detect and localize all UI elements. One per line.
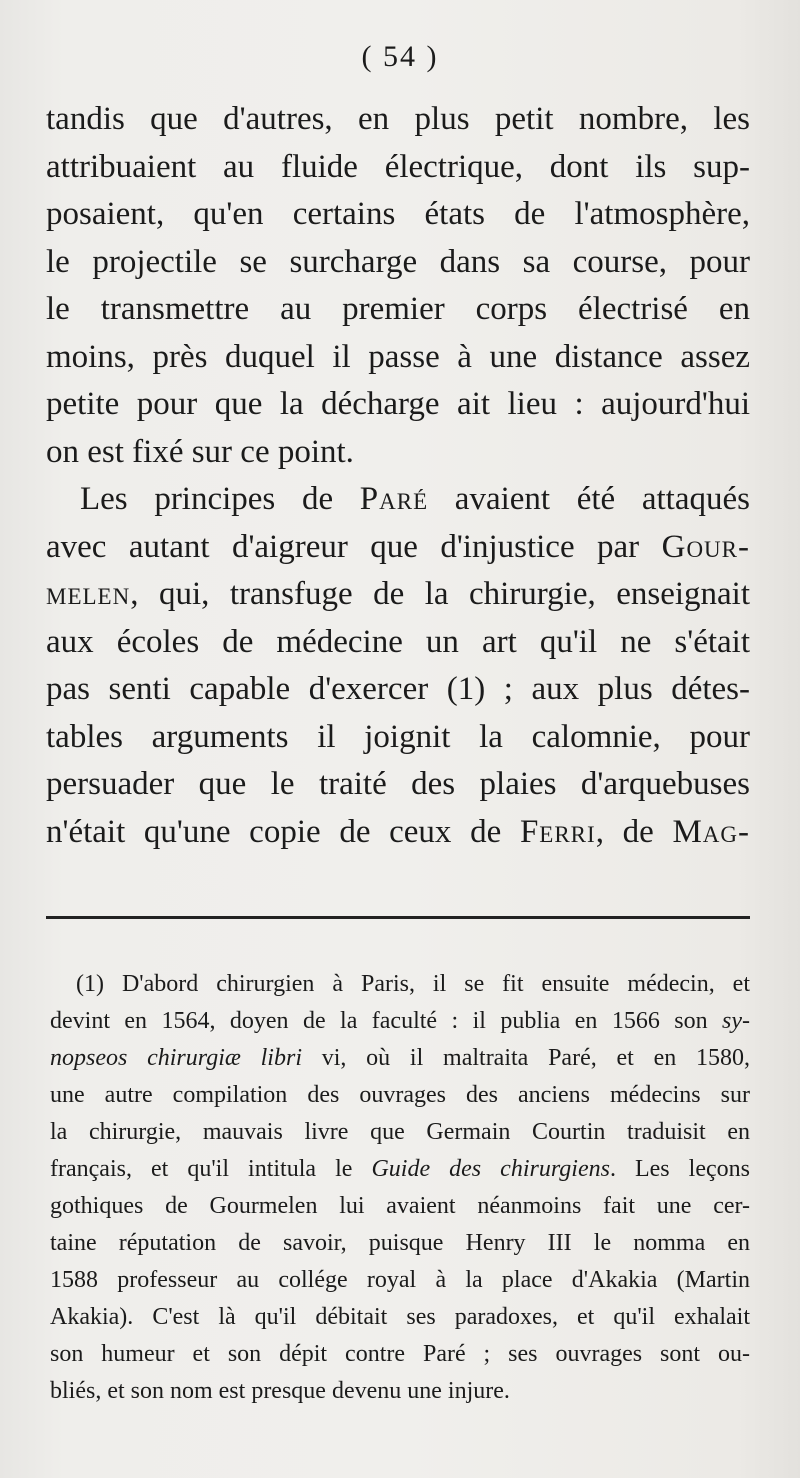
footnote-line: Akakia). C'est là qu'il débitait ses paradoxes, et qu'il exhalait [50, 1304, 750, 1330]
text-segment: avaient été attaqués [428, 481, 750, 517]
text-line: pas senti capable d'exercer (1) ; aux plus détes- [46, 671, 750, 707]
text-segment: n'était qu'une copie de ceux de [46, 813, 520, 850]
text-line [46, 524, 750, 572]
text-segment: vi, où il maltraita Paré, et en 1580, [301, 1045, 750, 1071]
text-line [46, 476, 750, 524]
footnote-divider [46, 916, 750, 919]
footnote [50, 966, 750, 1410]
text-line [46, 809, 750, 857]
text-segment: français, et qu'il intitula le [50, 1156, 372, 1182]
person-name: Gour- [661, 528, 750, 565]
footnote-line [50, 1003, 750, 1040]
text-segment: avec autant d'aigreur que d'injustice par [46, 528, 662, 565]
footnote-line: gothiques de Gourmelen lui avaient néanmoins fait une cer- [50, 1193, 750, 1219]
text-line [46, 571, 750, 619]
text-line: aux écoles de médecine un art qu'il ne s'était [46, 623, 750, 660]
footnote-line: 1588 professeur au collége royal à la place d'Akakia (Martin [50, 1267, 750, 1293]
text-line: on est fixé sur ce point. [46, 433, 354, 470]
person-name: melen [46, 576, 131, 612]
italic-title: nopseos chirurgiæ libri [50, 1045, 302, 1071]
text-line: petite pour que la décharge ait lieu : aujourd'hui [46, 386, 750, 422]
text-segment: devint en 1564, doyen de la faculté : il publia en 1566 son [50, 1008, 723, 1034]
person-name: Paré [359, 481, 429, 517]
text-segment: , qui, transfuge de la chirurgie, enseignait [130, 576, 750, 612]
main-text [46, 96, 750, 856]
footnote-line: son humeur et son dépit contre Paré ; ses ouvrages sont ou- [50, 1341, 750, 1367]
text-line: le transmettre au premier corps électrisé en [46, 291, 750, 327]
text-segment: . Les leçons [609, 1156, 750, 1182]
text-line: moins, près duquel il passe à une distance assez [46, 338, 750, 375]
person-name: Mag- [672, 813, 750, 850]
text-segment: Les principes de [80, 481, 360, 517]
text-line: persuader que le traité des plaies d'arquebuses [46, 766, 750, 802]
footnote-line: une autre compilation des ouvrages des anciens médecins sur [50, 1082, 750, 1108]
footnote-line [50, 1151, 750, 1188]
italic-title: sy- [722, 1008, 750, 1034]
text-line: posaient, qu'en certains états de l'atmosphère, [46, 196, 750, 232]
text-segment: , de [595, 813, 673, 850]
footnote-line: la chirurgie, mauvais livre que Germain Courtin traduisit en [50, 1119, 750, 1145]
footnote-line [50, 1040, 750, 1077]
italic-title: Guide des chirurgiens [371, 1156, 610, 1182]
footnote-line: bliés, et son nom est presque devenu une injure. [50, 1378, 510, 1404]
person-name: Ferri [519, 813, 596, 850]
text-line: tandis que d'autres, en plus petit nombre, les [46, 101, 750, 137]
text-line: tables arguments il joignit la calomnie, pour [46, 718, 750, 755]
footnote-line: (1) D'abord chirurgien à Paris, il se fit ensuite médecin, et [76, 971, 750, 997]
text-line: attribuaient au fluide électrique, dont ils sup- [46, 148, 750, 185]
text-line: le projectile se surcharge dans sa course, pour [46, 243, 750, 280]
page-number: ( 54 ) [361, 40, 439, 73]
footnote-line: taine réputation de savoir, puisque Henry III le nomma en [50, 1230, 750, 1256]
